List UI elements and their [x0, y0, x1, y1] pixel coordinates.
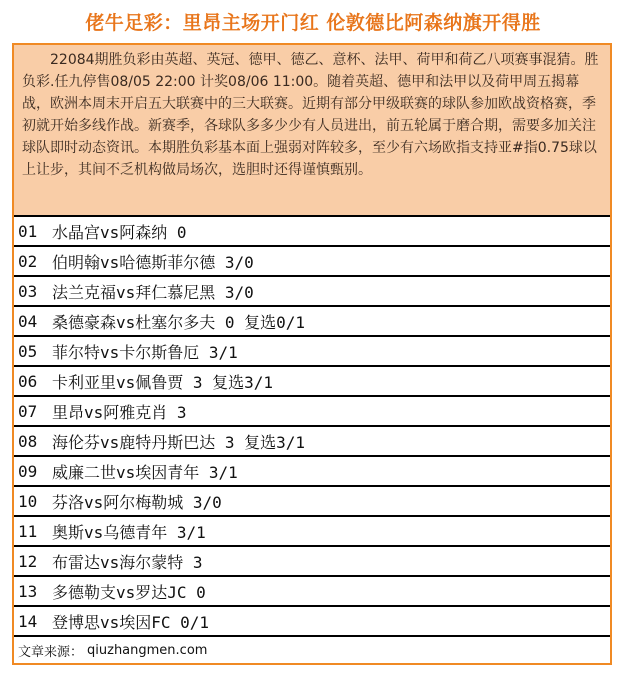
content-frame [12, 43, 612, 665]
article-source [14, 637, 610, 663]
match-list [14, 217, 610, 637]
source-url: qiuzhangmen.com [87, 642, 208, 658]
match-prediction: 威廉二世vs埃因青年 3/1 [52, 462, 238, 482]
match-number: 13 [18, 581, 38, 601]
match-row [14, 307, 610, 337]
match-row [14, 217, 610, 247]
match-number: 10 [18, 491, 38, 511]
match-row [14, 397, 610, 427]
match-prediction: 伯明翰vs哈德斯菲尔德 3/0 [52, 252, 254, 272]
match-prediction: 菲尔特vs卡尔斯鲁厄 3/1 [52, 342, 238, 362]
match-row [14, 547, 610, 577]
intro-paragraph: 22084期胜负彩由英超、英冠、德甲、德乙、意杯、法甲、荷甲和荷乙八项赛事混猜。胜负彩.任九停售08/05 22:00 计奖08/06 11:00。随着英超、德甲和法甲以及荷甲周五揭幕战，欧洲本周末开启五大联赛中的三大联赛。近期有部分甲级联赛的球队参加欧战资格赛，季初就开始多线作战。新赛季，各球队多多少少有人员进出，前五轮属于磨合期，需要多加关注球队即时动态资讯。本期胜负彩基本面上强弱对阵较多，至少有六场欧指支持亚#指0.75球以上让步，其间不乏机构做局场次，选胆时还得谨慎甄别。 [14, 45, 610, 217]
page-title: 佬牛足彩：里昂主场开门红 伦敦德比阿森纳旗开得胜 [85, 12, 541, 34]
match-row [14, 607, 610, 637]
source-label: 文章来源： [18, 644, 84, 660]
match-number: 14 [18, 611, 38, 631]
match-number: 08 [18, 431, 38, 451]
match-number: 11 [18, 521, 38, 541]
match-number: 03 [18, 281, 38, 301]
match-number: 12 [18, 551, 38, 571]
match-number: 04 [18, 311, 38, 331]
match-prediction: 布雷达vs海尔蒙特 3 [52, 552, 203, 572]
match-row [14, 577, 610, 607]
match-prediction: 海伦芬vs鹿特丹斯巴达 3 复选3/1 [52, 432, 306, 452]
match-row [14, 427, 610, 457]
match-row [14, 487, 610, 517]
match-prediction: 芬洛vs阿尔梅勒城 3/0 [52, 492, 222, 512]
match-number: 02 [18, 251, 38, 271]
match-number: 07 [18, 401, 38, 421]
match-number: 09 [18, 461, 38, 481]
match-prediction: 卡利亚里vs佩鲁贾 3 复选3/1 [52, 372, 274, 392]
match-row [14, 367, 610, 397]
match-prediction: 登博思vs埃因FC 0/1 [52, 612, 210, 632]
match-prediction: 奥斯vs乌德青年 3/1 [52, 522, 206, 542]
match-row [14, 457, 610, 487]
match-prediction: 里昂vs阿雅克肖 3 [52, 402, 187, 422]
match-number: 05 [18, 341, 38, 361]
match-row [14, 517, 610, 547]
match-prediction: 多德勒支vs罗达JC 0 [52, 582, 206, 602]
match-prediction: 水晶宫vs阿森纳 0 [52, 222, 187, 242]
match-prediction: 桑德豪森vs杜塞尔多夫 0 复选0/1 [52, 312, 306, 332]
match-number: 06 [18, 371, 38, 391]
match-prediction: 法兰克福vs拜仁慕尼黑 3/0 [52, 282, 254, 302]
match-row [14, 277, 610, 307]
match-row [14, 337, 610, 367]
match-row [14, 247, 610, 277]
match-number: 01 [18, 221, 38, 241]
